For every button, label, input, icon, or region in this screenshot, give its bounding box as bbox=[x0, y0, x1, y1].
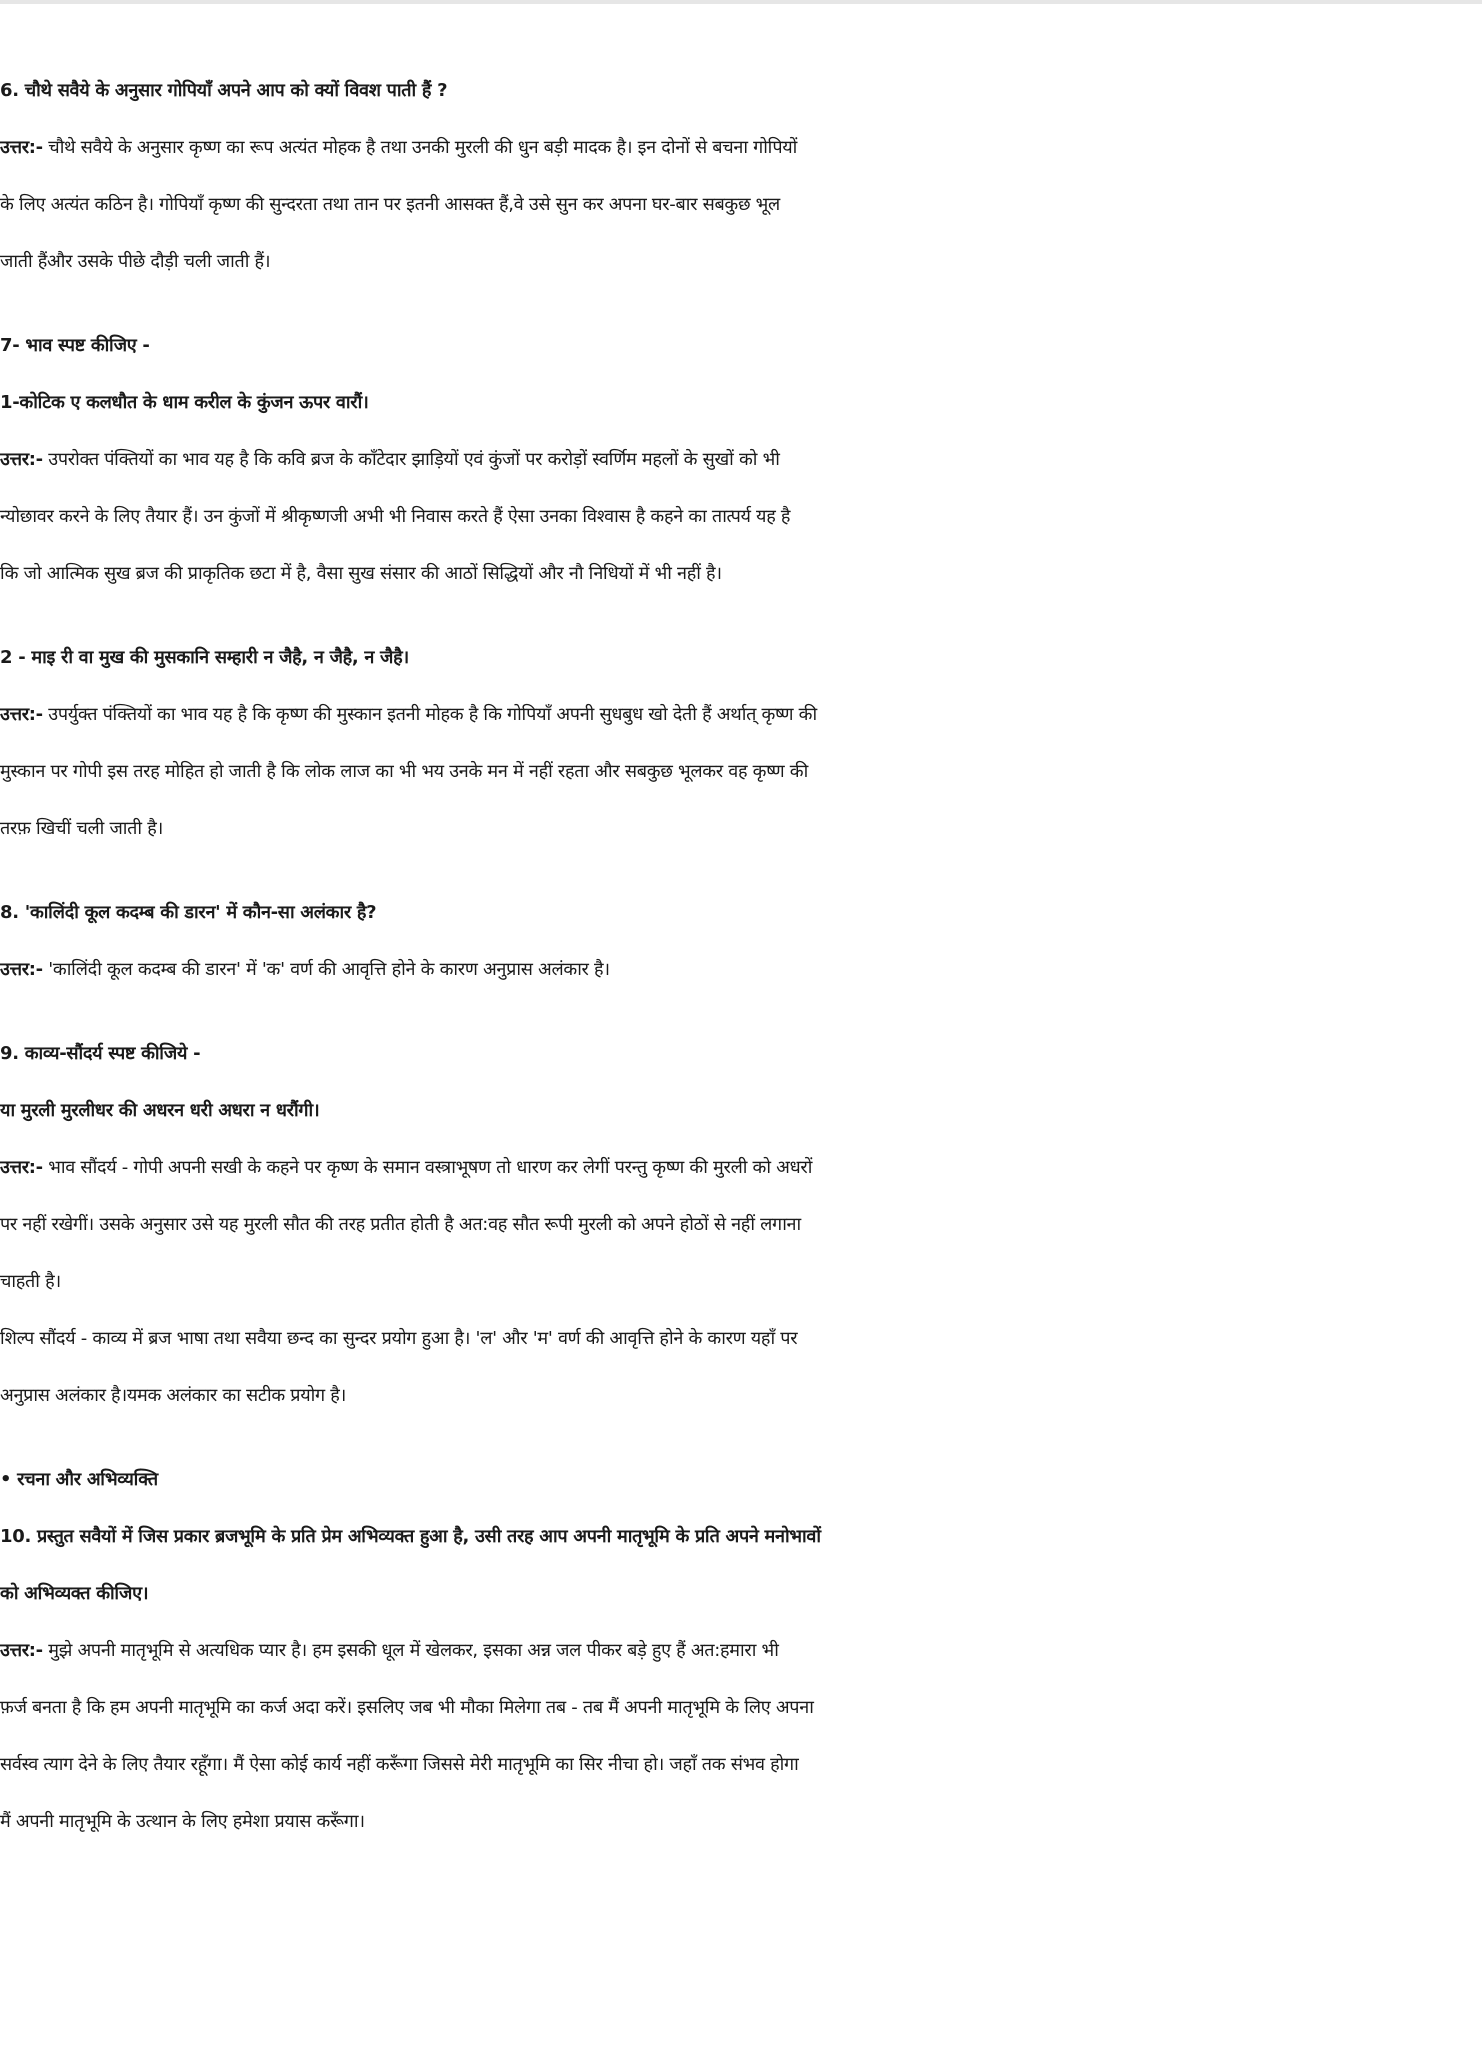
question-7-heading: 7- भाव स्पष्ट कीजिए - bbox=[0, 335, 150, 356]
answer-6-line-1: उत्तर:- चौथे सवैये के अनुसार कृष्ण का रूप अत्यंत मोहक है तथा उनकी मुरली की धुन बड़ी मादक है। इन दोनों से बचना गोपियों bbox=[0, 137, 798, 158]
document-body bbox=[0, 62, 1480, 1850]
answer-10-line-2: फ़र्ज बनता है कि हम अपनी मातृभूमि का कर्ज अदा करें। इसलिए जब भी मौका मिलेगा तब - तब मैं अपनी मातृभूमि के लिए अपना bbox=[0, 1697, 814, 1718]
answer-7-1-line-3: कि जो आत्मिक सुख ब्रज की प्राकृतिक छटा में है, वैसा सुख संसार की आठों सिद्धियों और नौ निधियों में भी नहीं है। bbox=[0, 563, 722, 584]
question-7-part-2: 2 - माइ री वा मुख की मुसकानि सम्हारी न जैहै, न जैहै, न जैहै। bbox=[0, 647, 409, 668]
answer-label: उत्तर:- bbox=[0, 1640, 43, 1661]
question-9-heading: 9. काव्य-सौंदर्य स्पष्ट कीजिये - bbox=[0, 1043, 201, 1064]
question-10-line-2: को अभिव्यक्त कीजिए। bbox=[0, 1583, 149, 1604]
question-10-line-1: 10. प्रस्तुत सवैयों में जिस प्रकार ब्रजभूमि के प्रति प्रेम अभिव्यक्त हुआ है, उसी तरह आप अपनी मातृभूमि के प्रति अपने मनोभावों bbox=[0, 1526, 821, 1547]
answer-9-shilp-line-1: शिल्प सौंदर्य - काव्य में ब्रज भाषा तथा सवैया छन्द का सुन्दर प्रयोग हुआ है। 'ल' और 'म' वर्ण की आवृत्ति होने के कारण यहाँ पर bbox=[0, 1328, 798, 1349]
answer-8-line-1: उत्तर:- 'कालिंदी कूल कदम्ब की डारन' में 'क' वर्ण की आवृत्ति होने के कारण अनुप्रास अलंकार है। bbox=[0, 959, 610, 980]
answer-9-line-3: चाहती है। bbox=[0, 1271, 61, 1292]
answer-7-1-line-2: न्योछावर करने के लिए तैयार हैं। उन कुंजों में श्रीकृष्णजी अभी भी निवास करते हैं ऐसा उनका विश्वास है कहने का तात्पर्य यह है bbox=[0, 506, 791, 527]
answer-label: उत्तर:- bbox=[0, 959, 43, 980]
section-heading: • रचना और अभिव्यक्ति bbox=[0, 1469, 158, 1490]
answer-10-line-3: सर्वस्व त्याग देने के लिए तैयार रहूँगा। मैं ऐसा कोई कार्य नहीं करूँगा जिससे मेरी मातृभूमि का सिर नीचा हो। जहाँ तक संभव होगा bbox=[0, 1754, 799, 1775]
answer-label: उत्तर:- bbox=[0, 449, 43, 470]
answer-7-2-line-2: मुस्कान पर गोपी इस तरह मोहित हो जाती है कि लोक लाज का भी भय उनके मन में नहीं रहता और सबकुछ भूलकर वह कृष्ण की bbox=[0, 761, 808, 782]
answer-label: उत्तर:- bbox=[0, 137, 43, 158]
answer-6-line-3: जाती हैंऔर उसके पीछे दौड़ी चली जाती हैं। bbox=[0, 251, 271, 272]
answer-10-line-4: मैं अपनी मातृभूमि के उत्थान के लिए हमेशा प्रयास करूँगा। bbox=[0, 1811, 365, 1832]
answer-label: उत्तर:- bbox=[0, 704, 43, 725]
question-7-part-1: 1-कोटिक ए कलधौत के धाम करील के कुंजन ऊपर वारौं। bbox=[0, 392, 369, 413]
answer-7-1-line-1: उत्तर:- उपरोक्त पंक्तियों का भाव यह है कि कवि ब्रज के काँटेदार झाड़ियों एवं कुंजों पर करोड़ों स्वर्णिम महलों के सुखों को भी bbox=[0, 449, 780, 470]
answer-9-shilp-line-2: अनुप्रास अलंकार है।यमक अलंकार का सटीक प्रयोग है। bbox=[0, 1385, 347, 1406]
answer-10-line-1: उत्तर:- मुझे अपनी मातृभूमि से अत्यधिक प्यार है। हम इसकी धूल में खेलकर, इसका अन्न जल पीकर बड़े हुए हैं अत:हमारा भी bbox=[0, 1640, 779, 1661]
top-divider bbox=[0, 0, 1482, 4]
answer-9-line-1: उत्तर:- भाव सौंदर्य - गोपी अपनी सखी के कहने पर कृष्ण के समान वस्त्राभूषण तो धारण कर लेगीं परन्तु कृष्ण की मुरली को अधरों bbox=[0, 1157, 813, 1178]
answer-9-line-2: पर नहीं रखेगीं। उसके अनुसार उसे यह मुरली सौत की तरह प्रतीत होती है अत:वह सौत रूपी मुरली को अपने होठों से नहीं लगाना bbox=[0, 1214, 801, 1235]
question-6: 6. चौथे सवैये के अनुसार गोपियाँ अपने आप को क्यों विवश पाती हैं ? bbox=[0, 80, 448, 101]
answer-7-2-line-1: उत्तर:- उपर्युक्त पंक्तियों का भाव यह है कि कृष्ण की मुस्कान इतनी मोहक है कि गोपियाँ अपनी सुधबुध खो देती हैं अर्थात् कृष्ण की bbox=[0, 704, 817, 725]
answer-label: उत्तर:- bbox=[0, 1157, 43, 1178]
answer-6-line-2: के लिए अत्यंत कठिन है। गोपियाँ कृष्ण की सुन्दरता तथा तान पर इतनी आसक्त हैं,वे उसे सुन कर अपना घर-बार सबकुछ भूल bbox=[0, 194, 780, 215]
question-8: 8. 'कालिंदी कूल कदम्ब की डारन' में कौन-सा अलंकार है? bbox=[0, 902, 377, 923]
answer-7-2-line-3: तरफ़ खिचीं चली जाती है। bbox=[0, 818, 163, 839]
question-9-line: या मुरली मुरलीधर की अधरन धरी अधरा न धरौंगी। bbox=[0, 1100, 320, 1121]
